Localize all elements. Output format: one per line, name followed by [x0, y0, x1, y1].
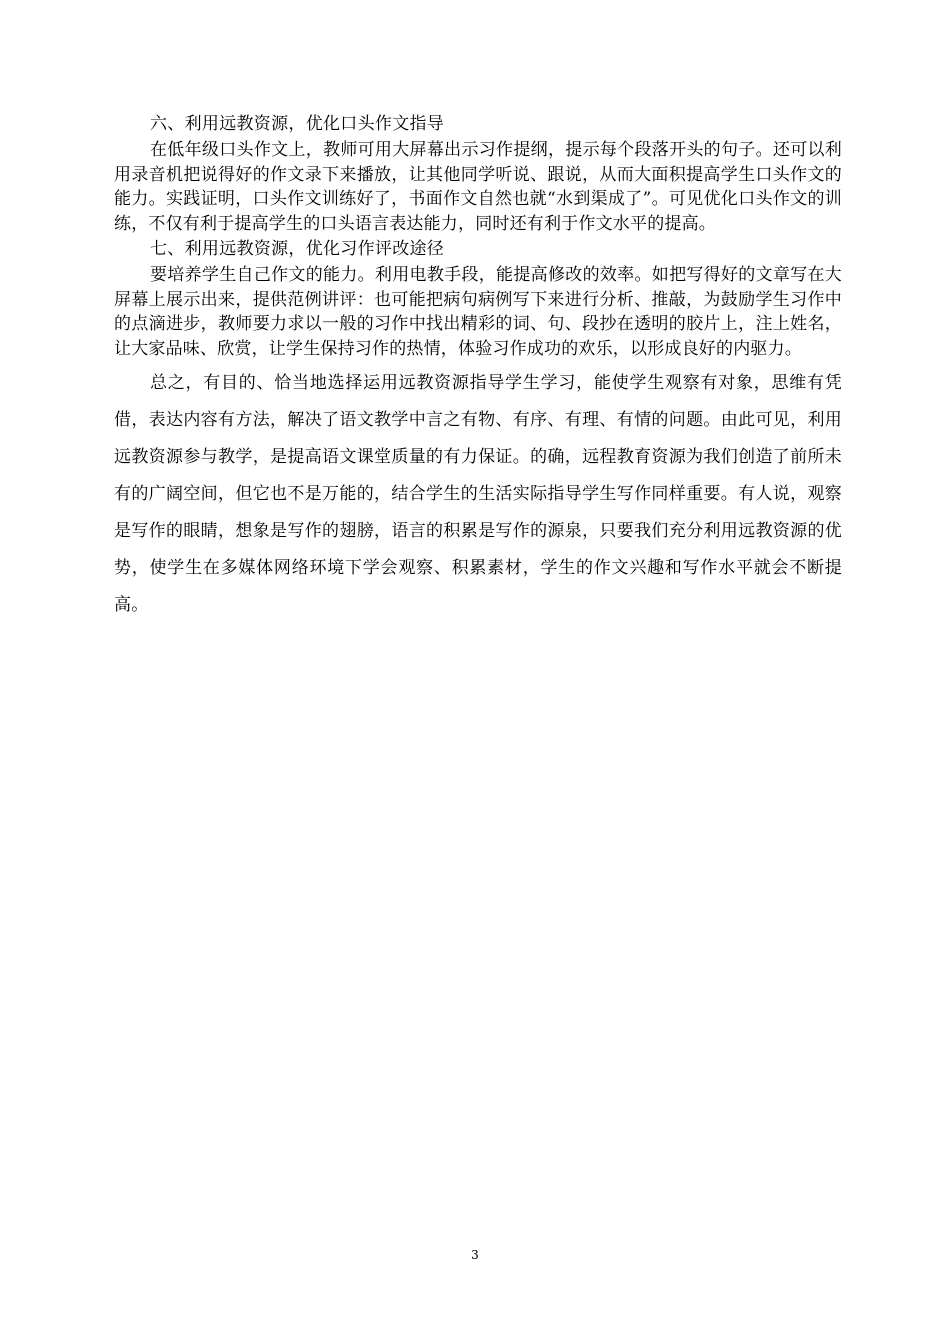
section-paragraph-6: 在低年级口头作文上，教师可用大屏幕出示习作提纲，提示每个段落开头的句子。还可以利用录音机把说得好的作文录下来播放，让其他同学听说、跟说，从而大面积提高学生口头作文的能力。实践证明，口头作文训练好了，书面作文自然也就“水到渠成了”。可见优化口头作文的训练，不仅有利于提高学生的口头语言表达能力，同时还有利于作文水平的提高。	[114, 140, 842, 234]
document-body	[114, 111, 842, 624]
section-paragraph-7: 要培养学生自己作文的能力。利用电教手段，能提高修改的效率。如把写得好的文章写在大屏幕上展示出来，提供范例讲评：也可能把病句病例写下来进行分析、推敲，为鼓励学生习作中的点滴进步，教师要力求以一般的习作中找出精彩的词、句、段抄在透明的胶片上，注上姓名，让大家品味、欣赏，让学生保持习作的热情，体验习作成功的欢乐，以形成良好的内驱力。	[114, 265, 842, 359]
page-number: 3	[471, 1248, 479, 1262]
conclusion-paragraph: 总之，有目的、恰当地选择运用远教资源指导学生学习，能使学生观察有对象，思维有凭借，表达内容有方法，解决了语文教学中言之有物、有序、有理、有情的问题。由此可见，利用远教资源参与教学，是提高语文课堂质量的有力保证。的确，远程教育资源为我们创造了前所未有的广阔空间，但它也不是万能的，结合学生的生活实际指导学生写作同样重要。有人说，观察是写作的眼睛，想象是写作的翅膀，语言的积累是写作的源泉，只要我们充分利用远教资源的优势，使学生在多媒体网络环境下学会观察、积累素材，学生的作文兴趣和写作水平就会不断提高。	[114, 373, 842, 615]
section-heading-7: 七、利用远教资源，优化习作评改途径	[150, 239, 445, 259]
section-heading-6: 六、利用远教资源，优化口头作文指导	[150, 114, 445, 134]
